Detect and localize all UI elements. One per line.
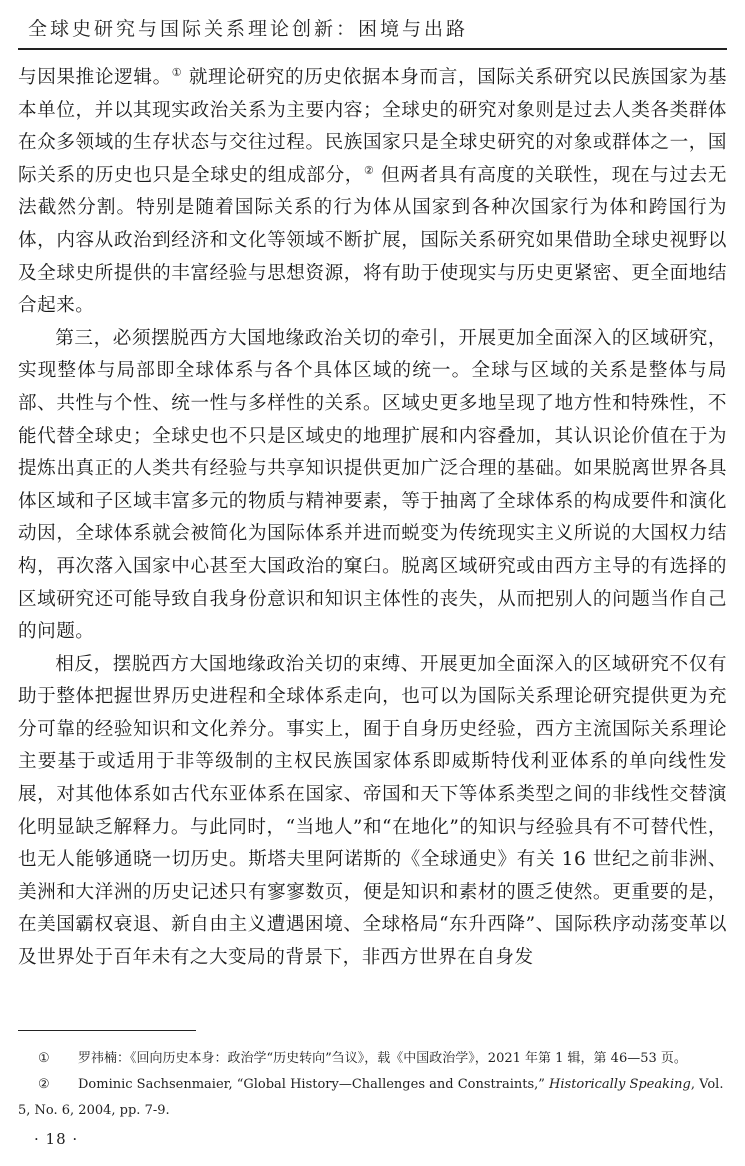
footnote-rule bbox=[18, 1030, 196, 1031]
footnote-ref-2[interactable]: ② bbox=[364, 163, 375, 177]
body-text bbox=[18, 62, 727, 975]
footnote-1 bbox=[18, 1046, 727, 1072]
footnote-2-marker: ② bbox=[38, 1077, 50, 1092]
paragraph-1 bbox=[18, 62, 727, 323]
footnote-2-journal: Historically Speaking bbox=[549, 1077, 691, 1092]
footnote-2 bbox=[18, 1072, 727, 1124]
running-header: 全球史研究与国际关系理论创新：困境与出路 bbox=[28, 18, 469, 40]
page-number: · 18 · bbox=[34, 1130, 79, 1148]
paragraph-1-text-c: 但两者具有高度的关联性，现在与过去无法截然分割。特别是随着国际关系的行为体从国家到各种次国家行为体和跨国行为体，内容从政治到经济和文化等领域不断扩展，国际关系研究如果借助全球史视野以及全球史所提供的丰富经验与思想资源，将有助于使现实与历史更紧密、更全面地结合起来。 bbox=[18, 164, 727, 317]
footnote-ref-1[interactable]: ① bbox=[171, 65, 183, 79]
footnotes bbox=[18, 1046, 727, 1124]
footnote-2-text-before: Dominic Sachsenmaier, “Global History—Challenges and Constraints,” bbox=[78, 1077, 550, 1092]
footnote-1-text: 罗祎楠：《回向历史本身：政治学“历史转向”刍议》，载《中国政治学》，2021 年第 1 辑，第 46—53 页。 bbox=[78, 1051, 687, 1066]
paragraph-1-text-b: 就理论研究的历史依据本身而言，国际关系研究以民族国家为基本单位，并以其现实政治关系为主要内容；全球史的研究对象则是过去人类各类群体在众多领域的生存状态与交往过程。民族国家只是全球史研究的对象或群体之一，国际关系的历史也只是全球史的组成部分， bbox=[18, 67, 727, 186]
header-rule bbox=[18, 48, 727, 50]
footnote-1-marker: ① bbox=[38, 1051, 50, 1066]
paragraph-2: 第三，必须摆脱西方大国地缘政治关切的牵引，开展更加全面深入的区域研究，实现整体与局部即全球体系与各个具体区域的统一。全球与区域的关系是整体与局部、共性与个性、统一性与多样性的关系。区域史更多地呈现了地方性和特殊性，不能代替全球史；全球史也不只是区域史的地理扩展和内容叠加，其认识论价值在于为提炼出真正的人类共有经验与共享知识提供更加广泛合理的基础。如果脱离世界各具体区域和子区域丰富多元的物质与精神要素，等于抽离了全球体系的构成要件和演化动因，全球体系就会被简化为国际体系并进而蜕变为传统现实主义所说的大国权力结构，再次落入国家中心甚至大国政治的窠臼。脱离区域研究或由西方主导的有选择的区域研究还可能导致自我身份意识和知识主体性的丧失，从而把别人的问题当作自己的问题。 bbox=[18, 327, 727, 643]
footnote-2-text-after: , Vol. 5, No. 6, 2004, pp. 7-9. bbox=[18, 1077, 724, 1118]
paragraph-1-text-a: 与因果推论逻辑。 bbox=[18, 67, 172, 88]
paragraph-3: 相反，摆脱西方大国地缘政治关切的束缚、开展更加全面深入的区域研究不仅有助于整体把握世界历史进程和全球体系走向，也可以为国际关系理论研究提供更为充分可靠的经验知识和文化养分。事实上，囿于自身历史经验，西方主流国际关系理论主要基于或适用于非等级制的主权民族国家体系即威斯特伐利亚体系的单向线性发展，对其他体系如古代东亚体系在国家、帝国和天下等体系类型之间的非线性交替演化明显缺乏解释力。与此同时，“当地人”和“在地化”的知识与经验具有不可替代性，也无人能够通晓一切历史。斯塔夫里阿诺斯的《全球通史》有关 16 世纪之前非洲、美洲和大洋洲的历史记述只有寥寥数页，便是知识和素材的匮乏使然。更重要的是，在美国霸权衰退、新自由主义遭遇困境、全球格局“东升西降”、国际秩序动荡变革以及世界处于百年未有之大变局的背景下，非西方世界在自身发 bbox=[18, 653, 727, 969]
